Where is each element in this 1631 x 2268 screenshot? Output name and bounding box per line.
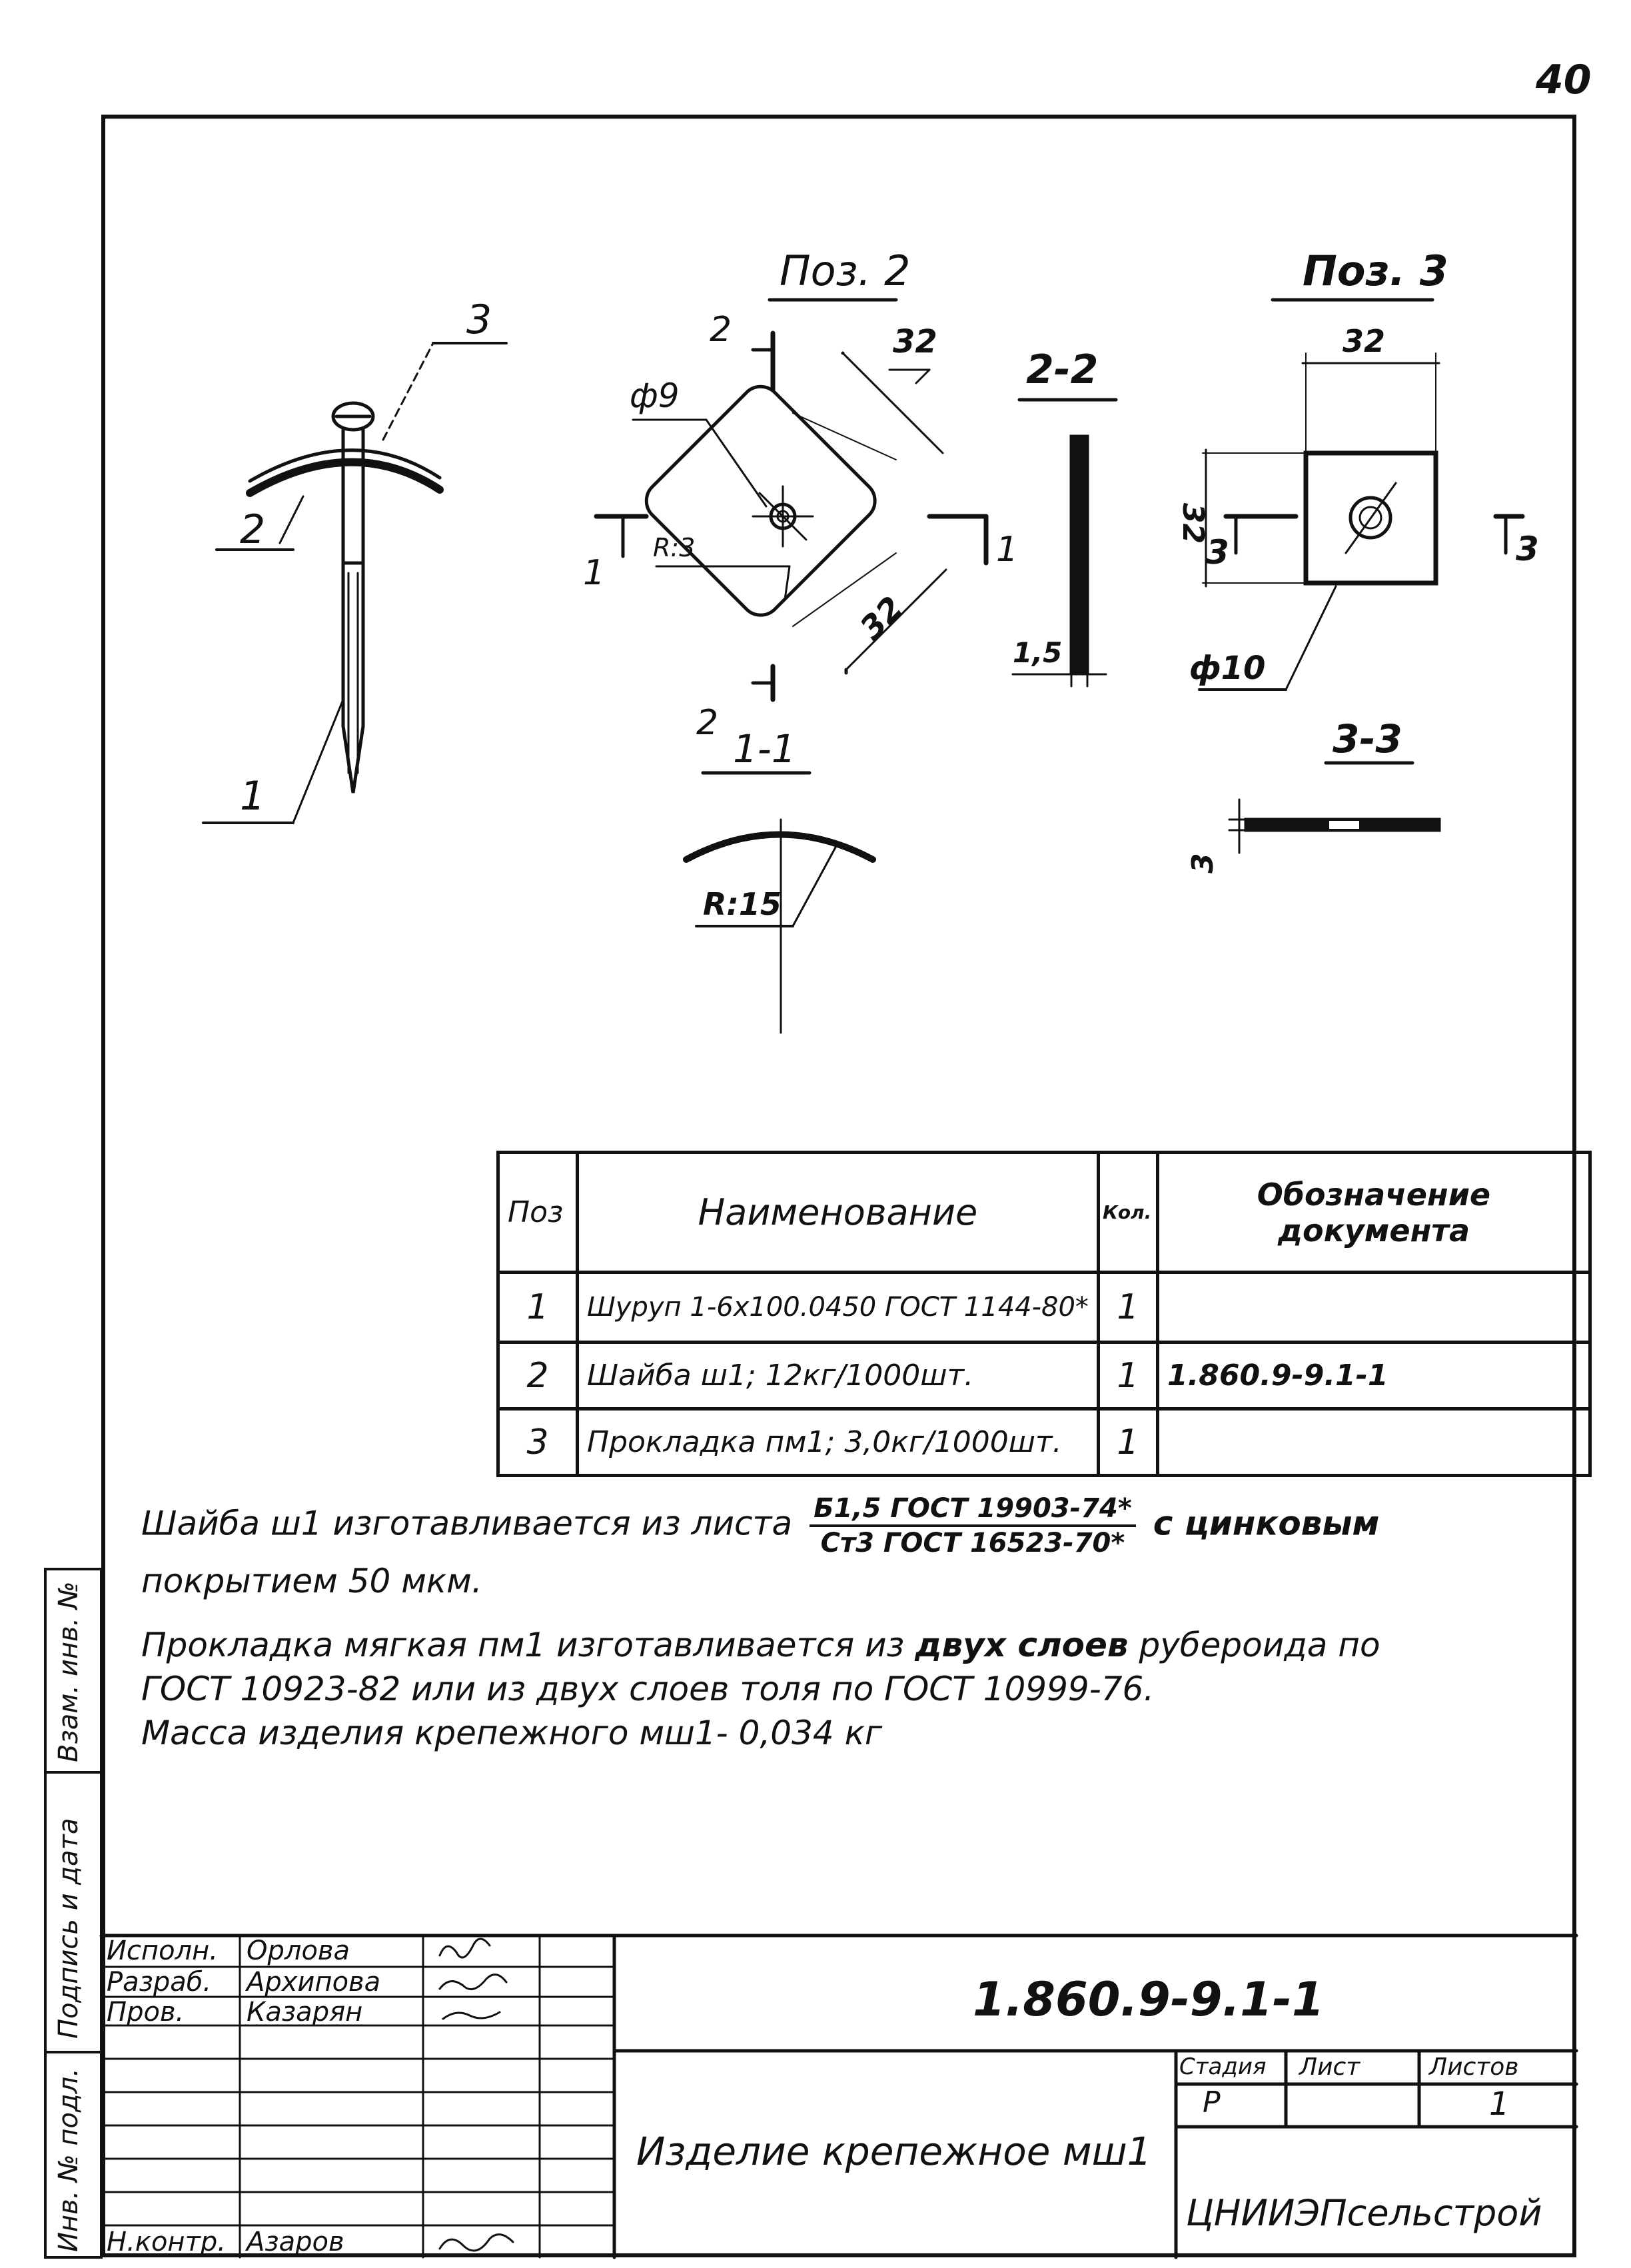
row3-qty: 1 bbox=[1098, 1409, 1157, 1476]
note-line-1 bbox=[141, 1492, 1554, 1559]
side-label-inventory: Инв. № подл. bbox=[53, 2068, 84, 2252]
col-sheets: Листов bbox=[1429, 2053, 1519, 2081]
table-header-row bbox=[498, 1153, 1590, 1273]
pos2-section-mark-bottom: 2 bbox=[696, 703, 719, 743]
note-line-3 bbox=[141, 1623, 1554, 1667]
side-label-signature: Подпись и дата bbox=[53, 1818, 84, 2039]
pos3-title: Поз. 3 bbox=[1303, 247, 1448, 295]
col-stage: Стадия bbox=[1179, 2053, 1267, 2080]
sheets-value: 1 bbox=[1489, 2085, 1510, 2123]
section-1-1-title: 1-1 bbox=[733, 726, 796, 772]
section-1-1-radius: R:15 bbox=[703, 886, 782, 922]
section-3-3 bbox=[1229, 763, 1439, 853]
note-line-5: Масса изделия крепежного мш1- 0,034 кг bbox=[141, 1714, 883, 1752]
name-checker: Казарян bbox=[247, 1997, 363, 2027]
document-designation: 1.860.9-9.1-1 bbox=[973, 1972, 1325, 2027]
row2-pos: 2 bbox=[498, 1343, 578, 1409]
note-1b: с цинковым bbox=[1153, 1504, 1380, 1543]
row1-doc bbox=[1157, 1273, 1590, 1343]
header-doc-line2: документа bbox=[1277, 1212, 1470, 1249]
pos2-title: Поз. 2 bbox=[780, 247, 911, 295]
name-executor: Орлова bbox=[247, 1936, 350, 1966]
pos2-section-mark-top: 2 bbox=[710, 310, 732, 350]
notes-block bbox=[141, 1492, 1554, 1755]
assembly-label-3: 3 bbox=[466, 296, 492, 343]
role-norm-control: Н.контр. bbox=[107, 2227, 226, 2257]
fraction-denominator: Ст3 ГОСТ 16523-70* bbox=[820, 1528, 1125, 1558]
row1-pos: 1 bbox=[498, 1273, 578, 1343]
section-3-3-dim: 3 bbox=[1185, 853, 1220, 873]
pos3-dim-width: 32 bbox=[1343, 323, 1386, 359]
pos2-section-mark-right: 1 bbox=[996, 530, 1019, 570]
side-label-replace: Взам. инв. № bbox=[53, 1581, 84, 1762]
fraction-numerator: Б1,5 ГОСТ 19903-74* bbox=[810, 1492, 1136, 1527]
header-name: Наименование bbox=[578, 1153, 1099, 1273]
row2-qty: 1 bbox=[1098, 1343, 1157, 1409]
pos2-dim-diameter: ф9 bbox=[630, 376, 680, 415]
note-line-2: покрытием 50 мкм. bbox=[141, 1562, 482, 1600]
row3-name: Прокладка пм1; 3,0кг/1000шт. bbox=[578, 1409, 1099, 1476]
row3-pos: 3 bbox=[498, 1409, 578, 1476]
material-fraction bbox=[810, 1492, 1136, 1559]
note-3b: двух слоев bbox=[915, 1626, 1129, 1664]
section-3-3-title: 3-3 bbox=[1333, 716, 1402, 762]
organization-name: ЦНИИЭПсельстрой bbox=[1186, 2192, 1542, 2234]
note-3a: Прокладка мягкая пм1 изготавливается из bbox=[141, 1626, 905, 1664]
role-checker: Пров. bbox=[107, 1997, 185, 2027]
col-sheet: Лист bbox=[1299, 2053, 1360, 2081]
row2-name: Шайба ш1; 12кг/1000шт. bbox=[578, 1343, 1099, 1409]
table-row bbox=[498, 1409, 1590, 1476]
assembly-label-1: 1 bbox=[240, 773, 266, 820]
assembly-label-2: 2 bbox=[240, 506, 266, 553]
role-developer: Разраб. bbox=[107, 1967, 212, 1997]
pos2-dim-radius: R:3 bbox=[653, 533, 696, 562]
pos3-dim-diameter: ф10 bbox=[1189, 650, 1266, 687]
table-row bbox=[498, 1273, 1590, 1343]
section-2-2-title: 2-2 bbox=[1026, 346, 1099, 393]
stage-value: Р bbox=[1203, 2085, 1221, 2119]
header-pos: Поз bbox=[498, 1153, 578, 1273]
row3-doc bbox=[1157, 1409, 1590, 1476]
name-norm-control: Азаров bbox=[247, 2227, 344, 2257]
name-developer: Архипова bbox=[247, 1967, 381, 1997]
header-doc-line1: Обозначение bbox=[1257, 1176, 1491, 1213]
table-row bbox=[498, 1343, 1590, 1409]
row1-qty: 1 bbox=[1098, 1273, 1157, 1343]
pos3-dim-height: 32 bbox=[1176, 502, 1211, 544]
pos2-dim-height: 32 bbox=[852, 589, 911, 648]
section-2-2-dim: 1,5 bbox=[1013, 636, 1063, 669]
row1-name: Шуруп 1-6х100.0450 ГОСТ 1144-80* bbox=[578, 1273, 1099, 1343]
page-number: 40 bbox=[1536, 57, 1592, 103]
pos3-section-mark-left: 3 bbox=[1206, 533, 1229, 572]
header-qty: Кол. bbox=[1098, 1153, 1157, 1273]
role-executor: Исполн. bbox=[107, 1936, 218, 1966]
pos2-section-mark-left: 1 bbox=[583, 553, 606, 593]
screw-assembly bbox=[203, 343, 506, 823]
header-doc bbox=[1157, 1153, 1590, 1273]
note-1a: Шайба ш1 изготавливается из листа bbox=[141, 1504, 793, 1543]
row2-doc: 1.860.9-9.1-1 bbox=[1157, 1343, 1590, 1409]
signatures bbox=[440, 1939, 513, 2251]
product-name: Изделие крепежное мш1 bbox=[636, 2129, 1152, 2174]
pos3-section-mark-right: 3 bbox=[1516, 530, 1539, 568]
specification-table bbox=[496, 1151, 1592, 1477]
note-3c: рубероида по bbox=[1139, 1626, 1380, 1664]
pos2-dim-width: 32 bbox=[893, 323, 937, 360]
note-line-4: ГОСТ 10923-82 или из двух слоев толя по ГОСТ 10999-76. bbox=[141, 1670, 1155, 1708]
